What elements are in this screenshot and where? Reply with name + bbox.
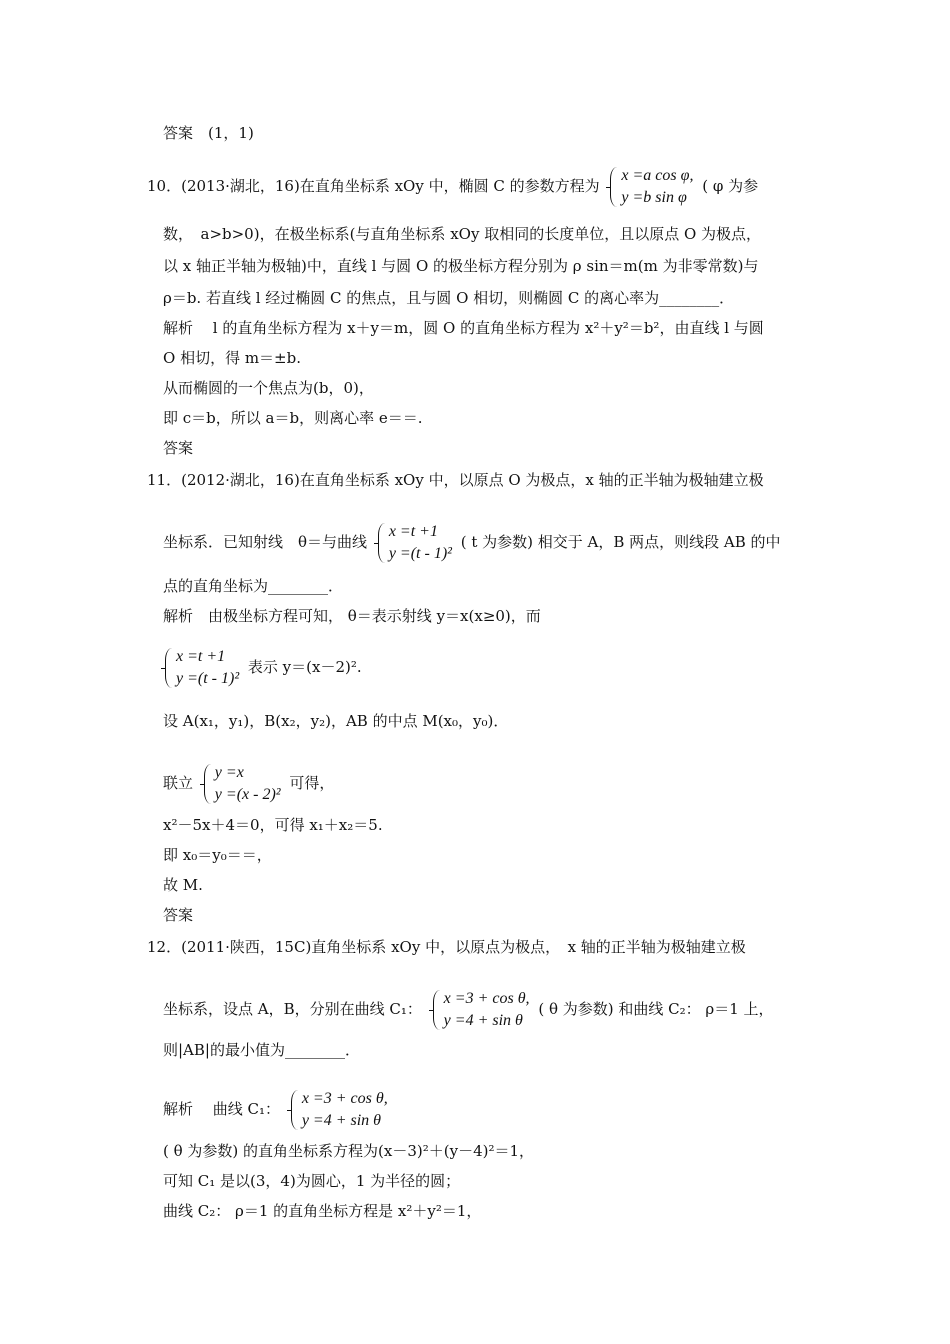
problem-12-text: ( θ 为参数) 和曲线 C₂： ρ＝1 上， <box>538 1000 774 1018</box>
solution-11-line: 即 x₀＝y₀＝＝， <box>163 846 272 864</box>
system-row: y =4 + sin θ <box>301 1112 382 1129</box>
curve-c1-system <box>289 1088 388 1132</box>
solution-11-line <box>163 762 334 806</box>
solution-11-text: 可得， <box>289 774 335 792</box>
system-row: y =(t - 1)² <box>388 545 452 562</box>
curve-param-system <box>163 646 239 690</box>
problem-11-text: ( t 为参数) 相交于 A，B 两点，则线段 AB 的中 <box>460 533 781 551</box>
problem-11 <box>163 521 781 565</box>
problem-11-line: 点的直角坐标为________． <box>163 577 344 595</box>
solution-11-line: 解析 由极坐标方程可知， θ＝表示射线 y＝x(x≥0)，而 <box>163 607 541 625</box>
solution-12-line: ( θ 为参数) 的直角坐标系方程为(x－3)²＋(y－4)²＝1， <box>163 1142 535 1160</box>
curve-param-system <box>376 521 452 565</box>
simultaneous-system <box>202 762 281 806</box>
solution-12-line <box>163 1088 392 1132</box>
system-row: x =3 + cos θ, <box>443 990 530 1007</box>
problem-12-line: 则|AB|的最小值为________． <box>163 1041 360 1059</box>
problem-10-line: 以 x 轴正半轴为极轴)中，直线 l 与圆 O 的极坐标方程分别为 ρ sin＝m(m 为非零常数)与 <box>163 257 759 275</box>
system-row: y =4 + sin θ <box>443 1012 523 1029</box>
solution-11-line <box>163 646 362 690</box>
solution-12-text: 解析 曲线 C₁： <box>163 1100 281 1118</box>
system-row: y =x <box>214 764 244 781</box>
solution-11-text: 联立 <box>163 774 194 792</box>
solution-11-text: 表示 y＝(x－2)². <box>247 658 362 676</box>
system-row: x =t +1 <box>388 523 438 540</box>
solution-10-line: 从而椭圆的一个焦点为(b，0)， <box>163 379 374 397</box>
problem-10-text: 10．(2013·湖北，16)在直角坐标系 xOy 中，椭圆 C 的参数方程为 <box>147 177 600 195</box>
solution-12-line: 可知 C₁ 是以(3，4)为圆心，1 为半径的圆； <box>163 1172 461 1190</box>
solution-10-line: 解析 l 的直角坐标方程为 x＋y＝m，圆 O 的直角坐标方程为 x²＋y²＝b²，由直线 l 与圆 <box>163 319 764 337</box>
problem-12 <box>163 988 774 1032</box>
ellipse-param-system <box>608 165 693 209</box>
problem-10 <box>147 165 758 209</box>
curve-c1-system <box>431 988 530 1032</box>
problem-12-line: 12．(2011·陕西，15C)直角坐标系 xOy 中，以原点为极点， x 轴的正半轴为极轴建立极 <box>147 938 746 956</box>
solution-11-line: 故 M. <box>163 876 203 894</box>
system-row: x =3 + cos θ, <box>301 1090 388 1107</box>
problem-10-line: 数， a>b>0)，在极坐标系(与直角坐标系 xOy 取相同的长度单位，且以原点 O 为极点， <box>163 225 762 243</box>
solution-12-line: 曲线 C₂： ρ＝1 的直角坐标方程是 x²＋y²＝1， <box>163 1202 482 1220</box>
answer-9: 答案 (1，1) <box>163 124 254 142</box>
solution-10-line: O 相切，得 m＝±b. <box>163 349 301 367</box>
problem-11-text: 坐标系．已知射线 θ＝与曲线 <box>163 533 368 551</box>
problem-12-text: 坐标系，设点 A，B，分别在曲线 C₁： <box>163 1000 422 1018</box>
problem-11-line: 11．(2012·湖北，16)在直角坐标系 xOy 中，以原点 O 为极点，x 轴的正半轴为极轴建立极 <box>147 471 764 489</box>
answer-10: 答案 <box>163 439 194 457</box>
system-row: y =b sin φ <box>621 189 687 206</box>
problem-10-line: ρ＝b. 若直线 l 经过椭圆 C 的焦点，且与圆 O 相切，则椭圆 C 的离心率为________． <box>163 289 735 307</box>
answer-11: 答案 <box>163 906 194 924</box>
system-row: x =a cos φ, <box>621 167 694 184</box>
system-row: y =(t - 1)² <box>176 670 240 687</box>
solution-11-line: x²－5x＋4＝0，可得 x₁＋x₂＝5. <box>163 816 383 834</box>
system-row: y =(x - 2)² <box>214 786 281 803</box>
solution-10-line: 即 c＝b，所以 a＝b，则离心率 e＝＝. <box>163 409 423 427</box>
problem-10-text: ( φ 为参 <box>702 177 759 195</box>
solution-11-line: 设 A(x₁，y₁)，B(x₂，y₂)，AB 的中点 M(x₀，y₀)． <box>163 712 509 730</box>
system-row: x =t +1 <box>176 648 226 665</box>
